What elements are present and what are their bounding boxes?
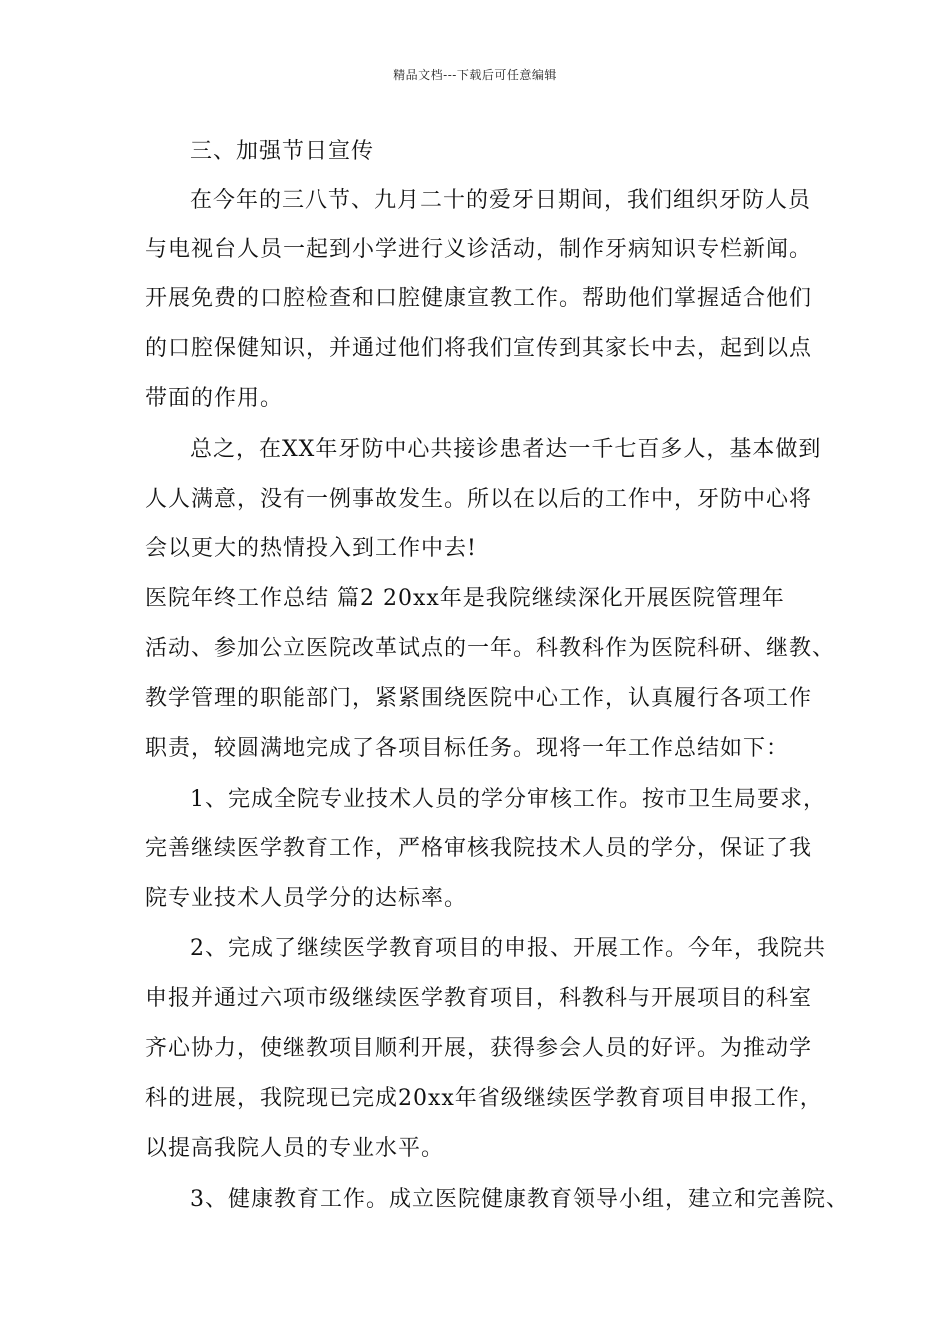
paragraph-line: 总之，在XX年牙防中心共接诊患者达一千七百多人，基本做到	[190, 437, 822, 462]
paragraph-line: 带面的作用。	[145, 386, 284, 411]
paragraph-line: 人人满意，没有一例事故发生。所以在以后的工作中，牙防中心将	[145, 487, 813, 512]
paragraph-line: 科的进展，我院现已完成20xx年省级继续医学教育项目申报工作，	[145, 1086, 823, 1111]
page-header: 精品文档---下载后可任意编辑	[393, 68, 557, 82]
paragraph-line: 与电视台人员一起到小学进行义诊活动，制作牙病知识专栏新闻。	[145, 237, 813, 262]
paragraph-line: 2、完成了继续医学教育项目的申报、开展工作。今年，我院共	[190, 936, 826, 961]
paragraph-line: 3、健康教育工作。成立医院健康教育领导小组，建立和完善院、	[190, 1187, 849, 1212]
paragraph-line: 申报并通过六项市级继续医学教育项目，科教科与开展项目的科室	[145, 986, 813, 1011]
paragraph-line: 职责，较圆满地完成了各项目标任务。现将一年工作总结如下：	[145, 736, 790, 761]
paragraph-line: 1、完成全院专业技术人员的学分审核工作。按市卫生局要求，	[190, 787, 826, 812]
paragraph-line: 活动、参加公立医院改革试点的一年。科教科作为医院科研、继教、	[145, 636, 836, 661]
paragraph-line: 完善继续医学教育工作，严格审核我院技术人员的学分，保证了我	[145, 836, 813, 861]
section-heading: 三、加强节日宣传	[190, 139, 375, 164]
paragraph-line: 以提高我院人员的专业水平。	[145, 1136, 445, 1161]
paragraph-line: 的口腔保健知识，并通过他们将我们宣传到其家长中去，起到以点	[145, 336, 813, 361]
paragraph-line: 在今年的三八节、九月二十的爱牙日期间，我们组织牙防人员	[190, 188, 812, 213]
paragraph-line: 开展免费的口腔检查和口腔健康宣教工作。帮助他们掌握适合他们	[145, 286, 813, 311]
paragraph-line: 会以更大的热情投入到工作中去!	[145, 536, 477, 561]
section-title-line: 医院年终工作总结 篇2 20xx年是我院继续深化开展医院管理年	[145, 586, 785, 611]
paragraph-line: 教学管理的职能部门，紧紧围绕医院中心工作，认真履行各项工作	[145, 686, 813, 711]
paragraph-line: 齐心协力，使继教项目顺利开展，获得参会人员的好评。为推动学	[145, 1036, 813, 1061]
paragraph-line: 院专业技术人员学分的达标率。	[145, 886, 468, 911]
